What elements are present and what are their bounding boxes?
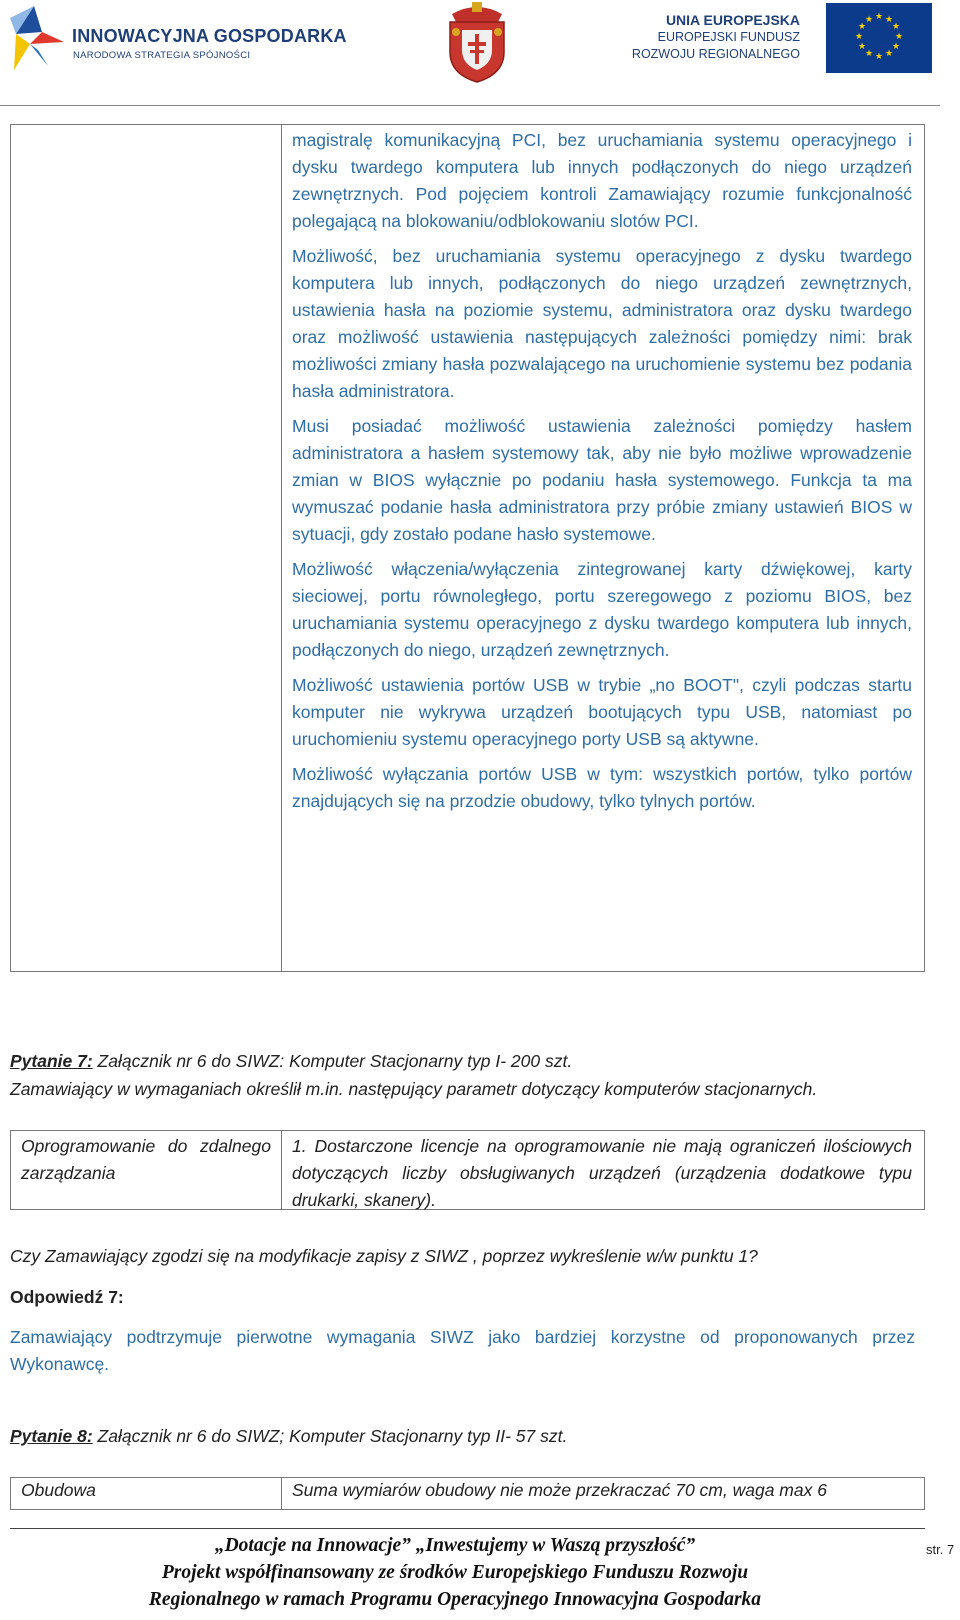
table-column-divider (281, 1477, 282, 1510)
svg-text:★: ★ (874, 52, 884, 62)
svg-text:★: ★ (884, 49, 894, 59)
question-7-table-param: Oprogramowanie do zdalnego zarządzania (21, 1136, 271, 1183)
answer-7-text: Zamawiający podtrzymuje pierwotne wymagania SIWZ jako bardziej korzystne od proponowanych przez Wykonawcę. (10, 1327, 915, 1374)
eu-line-3: ROZWOJU REGIONALNEGO (631, 47, 800, 61)
spec-paragraph: Możliwość ustawienia portów USB w trybie „no BOOT", czyli podczas startu komputer nie wykrywa urządzeń bootujących typu USB, natomiast po uruchomieniu systemu operacyjnego porty USB są aktywne. (292, 675, 912, 749)
page-number: str. 7 (926, 1542, 955, 1557)
svg-text:★: ★ (857, 22, 867, 32)
svg-text:★: ★ (857, 42, 867, 52)
spec-paragraph: Musi posiadać możliwość ustawienia zależności pomiędzy hasłem administratora a hasłem systemowy tak, aby nie było możliwe wprowadzenie zmian w BIOS wyłącznie po podaniu hasła systemowego. Funkcja ta ma wymuszać podanie hasła administratora przy próbie zmiany ustawień BIOS w sytuacji, gdy zostało podane hasło systemowe. (292, 416, 912, 544)
table-column-divider (281, 1130, 282, 1210)
svg-text:★: ★ (884, 15, 894, 25)
svg-text:★: ★ (894, 32, 904, 42)
ig-logo-name: INNOWACYJNA GOSPODARKA (72, 26, 347, 46)
question-8-table-param: Obudowa (21, 1480, 96, 1500)
svg-text:★: ★ (891, 42, 901, 52)
question-7-text: Czy Zamawiający zgodzi się na modyfikacje zapisy z SIWZ , poprzez wykreślenie w/w punktu 1? (10, 1246, 758, 1266)
footer-line-2: Projekt współfinansowany ze środków Europejskiego Funduszu Rozwoju (161, 1562, 749, 1583)
svg-text:★: ★ (864, 49, 874, 59)
question-8-table-value: Suma wymiarów obudowy nie może przekraczać 70 cm, waga max 6 (292, 1480, 827, 1500)
spec-table-cell (292, 127, 912, 823)
coat-of-arms-icon (442, 2, 512, 84)
spec-paragraph: Możliwość włączenia/wyłączenia zintegrowanej karty dźwiękowej, karty sieciowej, portu równoległego, portu szeregowego z poziomu BIOS, bez uruchamiania systemu operacyjnego z dysku twardego komputera lub innych, podłączonych do niego, urządzeń zewnętrznych. (292, 559, 912, 660)
eu-line-1: UNIA EUROPEJSKA (665, 12, 800, 28)
footer-line-1: „Dotacje na Innowacje” „Inwestujemy w Waszą przyszłość” (214, 1535, 696, 1556)
question-7-title (10, 1051, 572, 1072)
spec-paragraph: Możliwość wyłączania portów USB w tym: wszystkich portów, tylko portów znajdujących się na przodzie obudowy, tylko tylnych portów. (292, 764, 912, 811)
svg-text:★: ★ (864, 15, 874, 25)
question-8-label: Pytanie 8: (10, 1426, 93, 1446)
footer-text (60, 1532, 850, 1613)
table-column-divider (281, 124, 282, 972)
eu-flag-icon (826, 3, 932, 73)
question-7-intro: Zamawiający w wymaganiach określił m.in. następujący parametr dotyczący komputerów stacjonarnych. (10, 1079, 818, 1099)
footer-divider (10, 1528, 925, 1529)
question-8-title (10, 1426, 567, 1447)
spec-paragraph: magistralę komunikacyjną PCI, bez uruchamiania systemu operacyjnego i dysku twardego komputera lub innych podłączonych do niego urządzeń zewnętrznych. Pod pojęciem kontroli Zamawiający rozumie funkcjonalność polegającą na blokowaniu/odblokowaniu slotów PCI. (292, 130, 912, 231)
ig-star-icon (8, 4, 66, 72)
footer-line-3: Regionalnego w ramach Programu Operacyjnego Innowacyjna Gospodarka (148, 1589, 762, 1610)
svg-text:★: ★ (874, 12, 884, 22)
spec-paragraph: Możliwość, bez uruchamiania systemu operacyjnego z dysku twardego komputera lub innych, podłączonych do niego urządzeń zewnętrznych, ustawienia hasła na poziomie systemu, administratora oraz dysku twardego oraz możliwość ustawienia następujących zależności pomiędzy nimi: brak możliwości zmiany hasła pozwalającego na uruchomienie systemu bez podania hasła administratora. (292, 246, 912, 401)
svg-text:★: ★ (891, 22, 901, 32)
answer-7-label: Odpowiedź 7: (10, 1287, 124, 1307)
question-8-subject: Załącznik nr 6 do SIWZ; Komputer Stacjonarny typ II- 57 szt. (92, 1426, 568, 1446)
innowacyjna-gospodarka-logo (8, 4, 347, 72)
header-divider (0, 105, 940, 106)
question-7-subject: Załącznik nr 6 do SIWZ: Komputer Stacjonarny typ I- 200 szt. (92, 1051, 573, 1071)
question-7-label: Pytanie 7: (10, 1051, 93, 1071)
question-7-table-value: 1. Dostarczone licencje na oprogramowanie nie mają ograniczeń ilościowych dotyczących liczby obsługiwanych urządzeń (urządzenia dodatkowe typu drukarki, skanery). (292, 1136, 912, 1210)
ig-logo-subtitle: NARODOWA STRATEGIA SPÓJNOŚCI (73, 50, 251, 61)
eu-line-2: EUROPEJSKI FUNDUSZ (657, 30, 800, 44)
svg-text:★: ★ (854, 32, 864, 42)
eu-fund-text (632, 12, 800, 63)
